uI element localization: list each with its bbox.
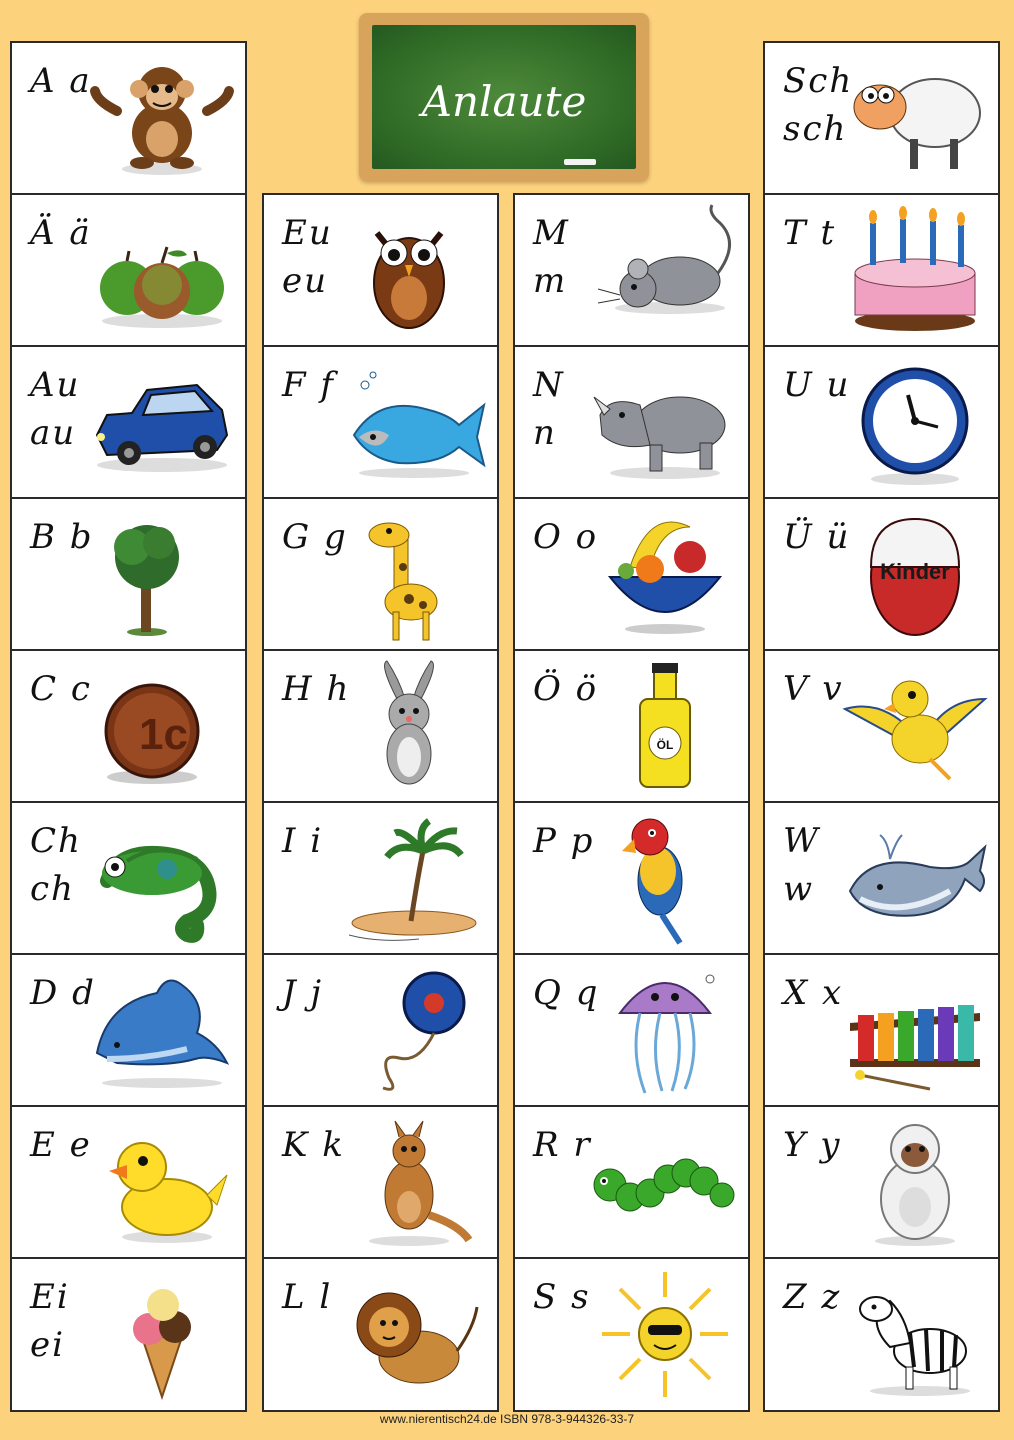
card-letters: A a	[30, 61, 92, 101]
letter-card-ueue	[763, 497, 1000, 652]
card-letters: W w	[783, 821, 820, 909]
letter-card-uu	[763, 345, 1000, 500]
letter-card-yy	[763, 1105, 1000, 1260]
letter-card-ll	[262, 1257, 499, 1412]
letter-card-aeae	[10, 193, 247, 348]
letter-card-dd	[10, 953, 247, 1108]
giraffe-icon	[339, 507, 489, 641]
letter-card-pp	[513, 801, 750, 956]
letter-card-mm	[513, 193, 750, 348]
clock-icon	[840, 355, 990, 489]
card-letters: Ei ei	[30, 1277, 70, 1365]
card-letters: T t	[783, 213, 837, 253]
apples-icon	[87, 203, 237, 337]
letter-card-bb	[10, 497, 247, 652]
letter-card-ff	[262, 345, 499, 500]
letter-card-ii	[262, 801, 499, 956]
card-letters: L l	[282, 1277, 333, 1317]
card-letters: J j	[282, 973, 323, 1013]
rabbit-icon	[339, 659, 489, 793]
caterpillar-icon	[590, 1115, 740, 1249]
card-letters: O o	[533, 517, 599, 557]
card-letters: K k	[282, 1125, 345, 1165]
kangaroo-icon	[339, 1115, 489, 1249]
oil-label: ÖL	[656, 738, 674, 752]
letter-card-eiei	[10, 1257, 247, 1412]
coin-icon	[87, 659, 237, 793]
letter-card-ww	[763, 801, 1000, 956]
card-letters: Ä ä	[30, 213, 92, 253]
letter-card-chch	[10, 801, 247, 956]
card-letters: G g	[282, 517, 348, 557]
sun-icon	[590, 1267, 740, 1401]
card-letters: E e	[30, 1125, 92, 1165]
dolphin-icon	[87, 963, 237, 1097]
card-letters: Sch sch	[783, 61, 854, 149]
letter-card-vv	[763, 649, 1000, 804]
letter-card-auau	[10, 345, 247, 500]
zebra-icon	[840, 1267, 990, 1401]
owl-icon	[339, 203, 489, 337]
chalkboard	[359, 13, 649, 181]
jellyfish-icon	[590, 963, 740, 1097]
mouse-icon	[590, 203, 740, 337]
letter-card-xx	[763, 953, 1000, 1108]
lion-icon	[339, 1267, 489, 1401]
letter-card-cc	[10, 649, 247, 804]
letter-card-nn	[513, 345, 750, 500]
card-letters: D d	[30, 973, 96, 1013]
letter-card-hh	[262, 649, 499, 804]
letter-card-eueu	[262, 193, 499, 348]
card-letters: V v	[783, 669, 844, 709]
card-letters: Y y	[783, 1125, 842, 1165]
card-letters: B b	[30, 517, 94, 557]
card-letters: Ö ö	[533, 669, 599, 709]
card-letters: X x	[783, 973, 844, 1013]
letter-card-gg	[262, 497, 499, 652]
letter-card-ee	[10, 1105, 247, 1260]
letter-card-tt	[763, 193, 1000, 348]
letter-card-jj	[262, 953, 499, 1108]
card-letters: Q q	[533, 973, 600, 1013]
card-letters: R r	[533, 1125, 592, 1165]
letter-card-qq	[513, 953, 750, 1108]
card-letters: S s	[533, 1277, 591, 1317]
parrot-icon	[590, 811, 740, 945]
whale-icon	[840, 811, 990, 945]
card-letters: Eu eu	[282, 213, 333, 301]
card-letters: M m	[533, 213, 570, 301]
card-letters: Ch ch	[30, 821, 82, 909]
card-letters: P p	[533, 821, 595, 861]
card-letters: I i	[282, 821, 324, 861]
chalkboard-surface	[372, 25, 636, 169]
sheep-icon	[840, 51, 990, 185]
surprise-egg-icon	[840, 507, 990, 641]
letter-card-schsch	[763, 41, 1000, 196]
rhino-icon	[590, 355, 740, 489]
island-icon	[339, 811, 489, 945]
letter-card-ss	[513, 1257, 750, 1412]
xylophone-icon	[840, 963, 990, 1097]
yoyo-icon	[339, 963, 489, 1097]
page-title: Anlaute	[421, 77, 587, 126]
card-letters: C c	[30, 669, 92, 709]
letter-card-zz	[763, 1257, 1000, 1412]
yeti-icon	[840, 1115, 990, 1249]
bird-icon	[840, 659, 990, 793]
ice-cream-icon	[87, 1267, 237, 1401]
letter-card-oo	[513, 497, 750, 652]
card-letters: Z z	[783, 1277, 842, 1317]
letter-card-oeoe	[513, 649, 750, 804]
chameleon-icon	[87, 811, 237, 945]
duck-icon	[87, 1115, 237, 1249]
chalk-piece	[564, 159, 596, 165]
coin-label: 1c	[139, 710, 188, 759]
letter-card-aa	[10, 41, 247, 196]
card-letters: H h	[282, 669, 351, 709]
card-letters: U u	[783, 365, 851, 405]
letter-card-kk	[262, 1105, 499, 1260]
card-letters: N n	[533, 365, 565, 453]
footer-text: www.nierentisch24.de ISBN 978-3-944326-33-7	[379, 1412, 635, 1426]
car-icon	[87, 355, 237, 489]
monkey-icon	[87, 51, 237, 185]
oil-bottle-icon	[590, 659, 740, 793]
fish-icon	[339, 355, 489, 489]
cake-icon	[840, 203, 990, 337]
tree-icon	[87, 507, 237, 641]
card-letters: F f	[282, 365, 335, 405]
card-letters: Ü ü	[783, 517, 851, 557]
letter-card-rr	[513, 1105, 750, 1260]
egg-label: Kinder	[880, 559, 950, 584]
card-letters: Au au	[30, 365, 81, 453]
fruit-bowl-icon	[590, 507, 740, 641]
